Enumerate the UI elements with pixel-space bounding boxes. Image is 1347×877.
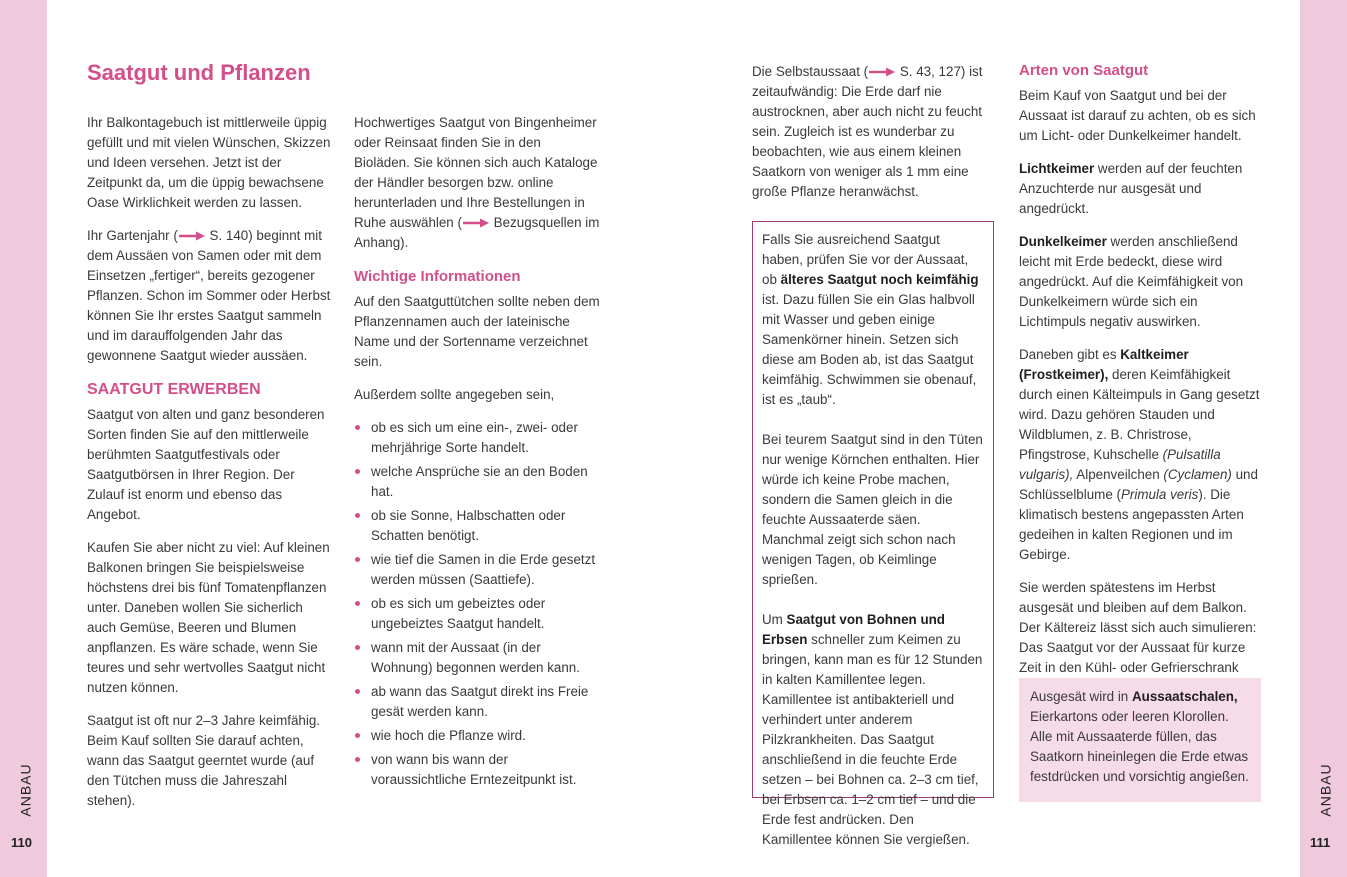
list-item: wie tief die Samen in die Erde gesetzt werden müssen (Saattiefe). bbox=[354, 550, 600, 590]
seed-info-list bbox=[354, 418, 600, 790]
right-page-number: 111 bbox=[1310, 835, 1331, 850]
list-item: ob es sich um gebeiztes oder ungebeiztes Saatgut handelt. bbox=[354, 594, 600, 634]
right-side-label: ANBAU bbox=[1317, 763, 1334, 817]
self-sowing-paragraph: Die Selbstaussaat ( S. 43, 127) ist zeitaufwändig: Die Erde darf nie austrocknen, aber auch nicht zu feucht sein. Zugleich ist es wunderbar zu beobachten, wie aus einem kleinen Saatkorn von weniger als 1 mm eine große Pflanze heranwächst. bbox=[752, 64, 983, 199]
sources-reference-link[interactable]: Bezugsquellen im Anhang bbox=[354, 215, 600, 250]
autumn-sowing-paragraph: Sie werden spätestens im Herbst ausgesät und bleiben auf dem Balkon. Der Kältereiz lässt sich auch simulieren: Das Saatgut vor der Aussaat für kurze Zeit in den Kühl- oder Gefrierschrank bbox=[1019, 580, 1257, 675]
column-4 bbox=[1019, 60, 1261, 711]
section-heading-saatgut-erwerben: SAATGUT ERWERBEN bbox=[87, 381, 261, 398]
beans-peas-paragraph: Um Saatgut von Bohnen und Erbsen schneller zum Keimen zu bringen, kann man es für 12 Stunden in kalten Kamillentee legen. Kamillentee ist antibakteriell und verhindert unter anderem Pilzkrankheiten. Das Saatgut anschließend in die feuchte Erde setzen – bei Bohnen ca. 2–3 cm tief, bei Erbsen ca. 1–2 cm tief – und die Erde fest andrücken. Den Kamillentee können Sie vergießen. bbox=[762, 612, 983, 847]
buy-amount-paragraph: Kaufen Sie aber nicht zu viel: Auf kleinen Balkonen bringen Sie beispielsweise höchstens drei bis fünf Tomatenpflanzen unter. Daneben wollen Sie sicherlich auch Gemüse, Beeren und Blumen anpflanzen. Es wäre schade, wenn Sie teures und sehr wertvolles Saatgut nicht nutzen können. bbox=[87, 540, 330, 695]
left-side-label: ANBAU bbox=[17, 763, 34, 817]
dark-germinator-paragraph: Dunkelkeimer werden anschließend leicht mit Erde bedeckt, diese wird angedrückt. Auf die Keimfähigkeit von Dunkelkeimern würde sich ein Lichtimpuls negativ auswirken. bbox=[1019, 234, 1244, 329]
left-margin-strip bbox=[0, 0, 47, 877]
sowing-tip-box: Ausgesät wird in Aussaatschalen, Eierkartons oder leeren Klorollen. Alle mit Aussaaterde füllen, das Saatkorn hineinlegen die Erde etwas festdrücken und vorsichtig angießen. bbox=[1019, 678, 1261, 802]
quality-seed-paragraph: Hochwertiges Saatgut von Bingenheimer oder Reinsaat finden Sie in den Bioläden. Sie können sich auch Kataloge der Händler besorgen bzw. online herunterladen und Ihre Bestellungen in Ruhe auswählen ( Bezugsquellen im Anhang). bbox=[354, 115, 600, 250]
seed-types-paragraph: Beim Kauf von Saatgut und bei der Aussaat ist darauf zu achten, ob es sich um Licht- oder Dunkelkeimer handelt. bbox=[1019, 88, 1256, 143]
page-title: Saatgut und Pflanzen bbox=[87, 60, 311, 85]
light-germinator-paragraph: Lichtkeimer werden auf der feuchten Anzuchterde nur ausgesät und angedrückt. bbox=[1019, 161, 1243, 216]
arrow-right-icon bbox=[462, 218, 490, 228]
arrow-right-icon bbox=[178, 231, 206, 241]
seed-festival-paragraph: Saatgut von alten und ganz besonderen Sorten finden Sie auf den mittlerweile berühmten Saatgutfestivals oder Saatgutbörsen in Ihrer Region. Der Zulauf ist enorm und ebenso das Angebot. bbox=[87, 407, 325, 522]
arrow-right-icon bbox=[868, 67, 896, 77]
intro-paragraph: Ihr Balkontagebuch ist mittlerweile üppig gefüllt und mit vielen Wünschen, Skizzen und Ideen versehen. Jetzt ist der Zeitpunkt da, um die üppig bewachsene Oase Wirklichkeit werden zu lassen. bbox=[87, 115, 331, 210]
list-item: ob sie Sonne, Halbschatten oder Schatten benötigt. bbox=[354, 506, 600, 546]
list-item: wann mit der Aussaat (in der Wohnung) begonnen werden kann. bbox=[354, 638, 600, 678]
page-reference-link[interactable]: S. 43, 127 bbox=[899, 64, 961, 79]
list-item: von wann bis wann der voraussichtliche Erntezeitpunkt ist. bbox=[354, 750, 600, 790]
list-item: wie hoch die Pflanze wird. bbox=[354, 726, 600, 746]
seed-test-box bbox=[752, 221, 994, 847]
list-item: welche Ansprüche sie an den Boden hat. bbox=[354, 462, 600, 502]
section-heading-wichtige-informationen: Wichtige Informationen bbox=[354, 268, 521, 285]
section-heading-arten-von-saatgut: Arten von Saatgut bbox=[1019, 62, 1149, 79]
additional-info-paragraph: Außerdem sollte angegeben sein, bbox=[354, 387, 555, 402]
list-item: ab wann das Saatgut direkt ins Freie gesät werden kann. bbox=[354, 682, 600, 722]
expensive-seed-paragraph: Bei teurem Saatgut sind in den Tüten nur wenige Körnchen enthalten. Hier würde ich keine Probe machen, sondern die Samen gleich in die feuchte Aussaaterde säen. Manchmal zeigt sich schon nach wenigen Tagen, ob Keimlinge sprießen. bbox=[762, 432, 983, 587]
column-1 bbox=[87, 113, 333, 824]
seed-packet-paragraph: Auf den Saatguttütchen sollte neben dem Pflanzennamen auch der lateinische Name und der Sortenname verzeichnet sein. bbox=[354, 294, 600, 369]
right-margin-strip bbox=[1300, 0, 1347, 877]
cold-germinator-paragraph: Daneben gibt es Kaltkeimer (Frostkeimer), deren Keimfähigkeit durch einen Kälteimpuls in Gang gesetzt wird. Dazu gehören Stauden und Wildblumen, z. B. Christrose, Pfingstrose, Kuhschelle (Pulsatilla vulgaris), Alpenveilchen (Cyclamen) und Schlüsselblume (Primula veris). Die klimatisch bestens angepassten Arten gedeihen in kalten Regionen und im Gebirge. bbox=[1019, 347, 1260, 562]
column-2 bbox=[354, 113, 600, 794]
list-item: ob es sich um eine ein-, zwei- oder mehrjährige Sorte handelt. bbox=[354, 418, 600, 458]
page-reference-link[interactable]: S. 140 bbox=[209, 228, 249, 243]
garden-year-paragraph: Ihr Gartenjahr ( S. 140) beginnt mit dem Aussäen von Samen oder mit dem Einsetzen „fertiger“, bereits gezogener Pflanzen. Schon im Sommer oder Herbst können Sie Ihr erstes Saatgut sammeln und im darauffolgenden Jahr das gewonnene Saatgut wieder aussäen. bbox=[87, 228, 331, 363]
column-3-intro bbox=[752, 62, 994, 215]
germination-test-paragraph: Falls Sie ausreichend Saatgut haben, prüfen Sie vor der Aussaat, ob älteres Saatgut noch keimfähig ist. Dazu füllen Sie ein Glas halbvoll mit Wasser und geben einige Samenkörner hinein. Setzen sich diese am Boden ab, ist das Saatgut keimfähig. Schwimmen sie obenauf, ist es „taub“. bbox=[762, 232, 979, 407]
germination-paragraph: Saatgut ist oft nur 2–3 Jahre keimfähig. Beim Kauf sollten Sie darauf achten, wann das Saatgut geerntet wurde (auf den Tütchen muss die Jahreszahl stehen). bbox=[87, 713, 320, 808]
left-page-number: 110 bbox=[11, 835, 32, 850]
